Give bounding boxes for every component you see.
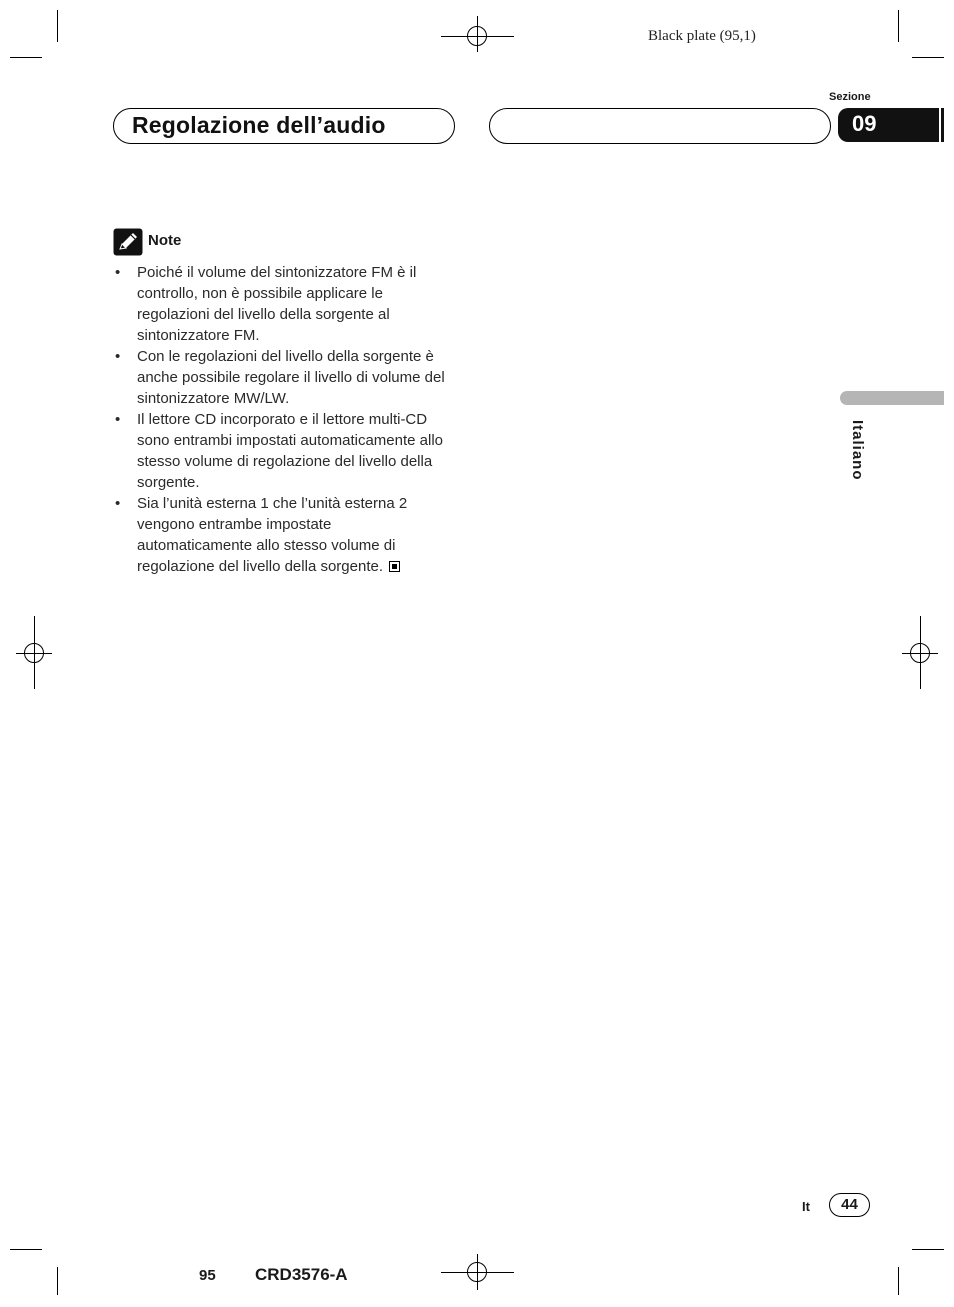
page-number: 44 (829, 1193, 870, 1217)
pencil-note-icon (113, 228, 143, 256)
section-number: 09 (852, 111, 877, 136)
crop-mark (912, 57, 944, 58)
registration-circle (467, 26, 487, 46)
language-tab-bar (840, 391, 944, 405)
section-number-box (838, 108, 944, 142)
chapter-title: Regolazione dell’audio (132, 112, 386, 138)
chapter-title-box (113, 108, 455, 144)
crop-mark (57, 1267, 58, 1295)
section-label: Sezione (829, 91, 871, 103)
language-code: It (802, 1199, 810, 1214)
crop-mark (898, 10, 899, 42)
section-stripe (939, 108, 941, 142)
crop-mark (57, 10, 58, 42)
list-item: • Con le regolazioni del livello della sorgente è anche possibile regolare il livello di volume del sintonizzatore MW/LW. (115, 348, 445, 407)
list-item: • Poiché il volume del sintonizzatore FM è il controllo, non è possibile applicare le regolazioni del livello della sorgente al sintonizzatore FM. (115, 264, 417, 344)
language-tab-label: Italiano (849, 420, 866, 481)
print-page-number: 95 (199, 1267, 216, 1284)
note-label: Note (148, 232, 182, 249)
model-code: CRD3576-A (255, 1265, 348, 1284)
plate-info: Black plate (95,1) (648, 28, 756, 44)
registration-circle (467, 1262, 487, 1282)
list-item: • Il lettore CD incorporato e il lettore multi-CD sono entrambi impostati automaticamente allo stesso volume di regolazione del livello della sorgente. (115, 411, 443, 491)
crop-mark (912, 1249, 944, 1250)
end-of-section-icon (389, 561, 400, 572)
header-empty-box (489, 108, 831, 144)
crop-mark (898, 1267, 899, 1295)
crop-mark (10, 57, 42, 58)
note-list (113, 262, 448, 577)
registration-circle (910, 643, 930, 663)
list-item: • Sia l’unità esterna 1 che l’unità esterna 2 vengono entrambe impostate automaticamente allo stesso volume di regolazione del livello della sorgente. (115, 495, 408, 575)
registration-circle (24, 643, 44, 663)
crop-mark (10, 1249, 42, 1250)
